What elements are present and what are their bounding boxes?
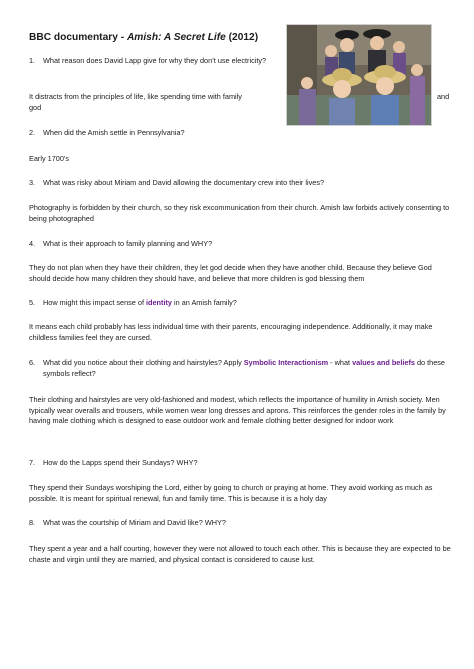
document-title <box>29 32 279 43</box>
question-text: What is their approach to family planning and WHY? <box>43 239 213 248</box>
question-number: 8. <box>29 518 36 527</box>
question-5 <box>29 298 445 309</box>
answer-7: They spend their Sundays worshiping the Lord, either by going to church or praying at home. They avoid working as much as possible. It is meant for spiritual renewal, fun and family time. This is because it is a holy day <box>29 483 433 503</box>
answer-6: Their clothing and hairstyles are very old-fashioned and modest, which reflects the importance of humility in Amish society. Men typically wear overalls and trousers, while women wear long dresses and aprons. This reinforces the gender roles in the family by having male clothing which is designed to ease outdoor work and female clothing better designed for indoor work <box>29 395 446 426</box>
symbolic-interactionism-highlight: Symbolic Interactionism <box>243 358 329 367</box>
question-text-part: - what <box>328 358 353 367</box>
question-2 <box>29 128 445 139</box>
question-text: What was the courtship of Miriam and David like? WHY? <box>43 518 226 527</box>
title-italic: Amish: A Secret Life <box>126 32 226 43</box>
question-3 <box>29 178 445 189</box>
question-number: 1. <box>29 56 36 65</box>
question-number: 4. <box>29 239 36 248</box>
question-number: 7. <box>29 458 36 467</box>
question-text: How do the Lapps spend their Sundays? WHY? <box>43 458 198 467</box>
question-7 <box>29 458 445 469</box>
question-number: 3. <box>29 178 36 187</box>
question-number: 5. <box>29 298 36 307</box>
title-suffix: (2012) <box>225 32 259 43</box>
question-text: What was risky about Miriam and David allowing the documentary crew into their lives? <box>43 178 325 187</box>
answer-3: Photography is forbidden by their church, so they risk excommunication from their church. Amish law forbids actively consenting to being photographed <box>29 203 450 223</box>
answer-2: Early 1700’s <box>29 154 70 163</box>
question-1 <box>29 56 274 67</box>
question-text <box>43 358 461 379</box>
answer-text: It distracts from the principles of life, like spending time with family <box>29 92 242 101</box>
answer-1-tail: and <box>437 92 450 101</box>
title-prefix: BBC documentary - <box>29 32 127 43</box>
identity-highlight: identity <box>146 298 172 307</box>
question-text: What reason does David Lapp give for why they don’t use electricity? <box>43 56 267 65</box>
question-text-part: in an Amish family? <box>171 298 237 307</box>
answer-text-cont: god <box>29 102 42 112</box>
answer-8: They spent a year and a half courting, however they were not allowed to touch each other. This is because they are expected to be chaste and virgin until they are married, and physical contact is considered to cause lust. <box>29 544 451 564</box>
question-text-part: What did you notice about their clothing and hairstyles? Apply <box>43 358 244 367</box>
family-photo <box>286 24 432 126</box>
family-photo-icon <box>287 25 431 125</box>
answer-4: They do not plan when they have their children, they let god decide when they have another child. Because they believe God should decide how many children they should have, and believe that more children is god blessing them <box>29 263 432 283</box>
question-number: 6. <box>29 358 36 367</box>
question-number: 2. <box>29 128 36 137</box>
question-text <box>43 298 445 309</box>
question-6 <box>29 358 461 379</box>
values-beliefs-highlight: values and beliefs <box>352 358 415 367</box>
question-text: When did the Amish settle in Pennsylvania? <box>43 128 185 137</box>
answer-5: It means each child probably has less individual time with their parents, encouraging independence. Additionally, it may make childless families feel they are cursed. <box>29 322 433 342</box>
question-8 <box>29 518 445 529</box>
question-4 <box>29 239 445 250</box>
question-text-part: do these symbols reflect? <box>43 358 445 378</box>
answer-1 <box>29 92 279 113</box>
question-text-part: How might this impact sense of <box>43 298 147 307</box>
